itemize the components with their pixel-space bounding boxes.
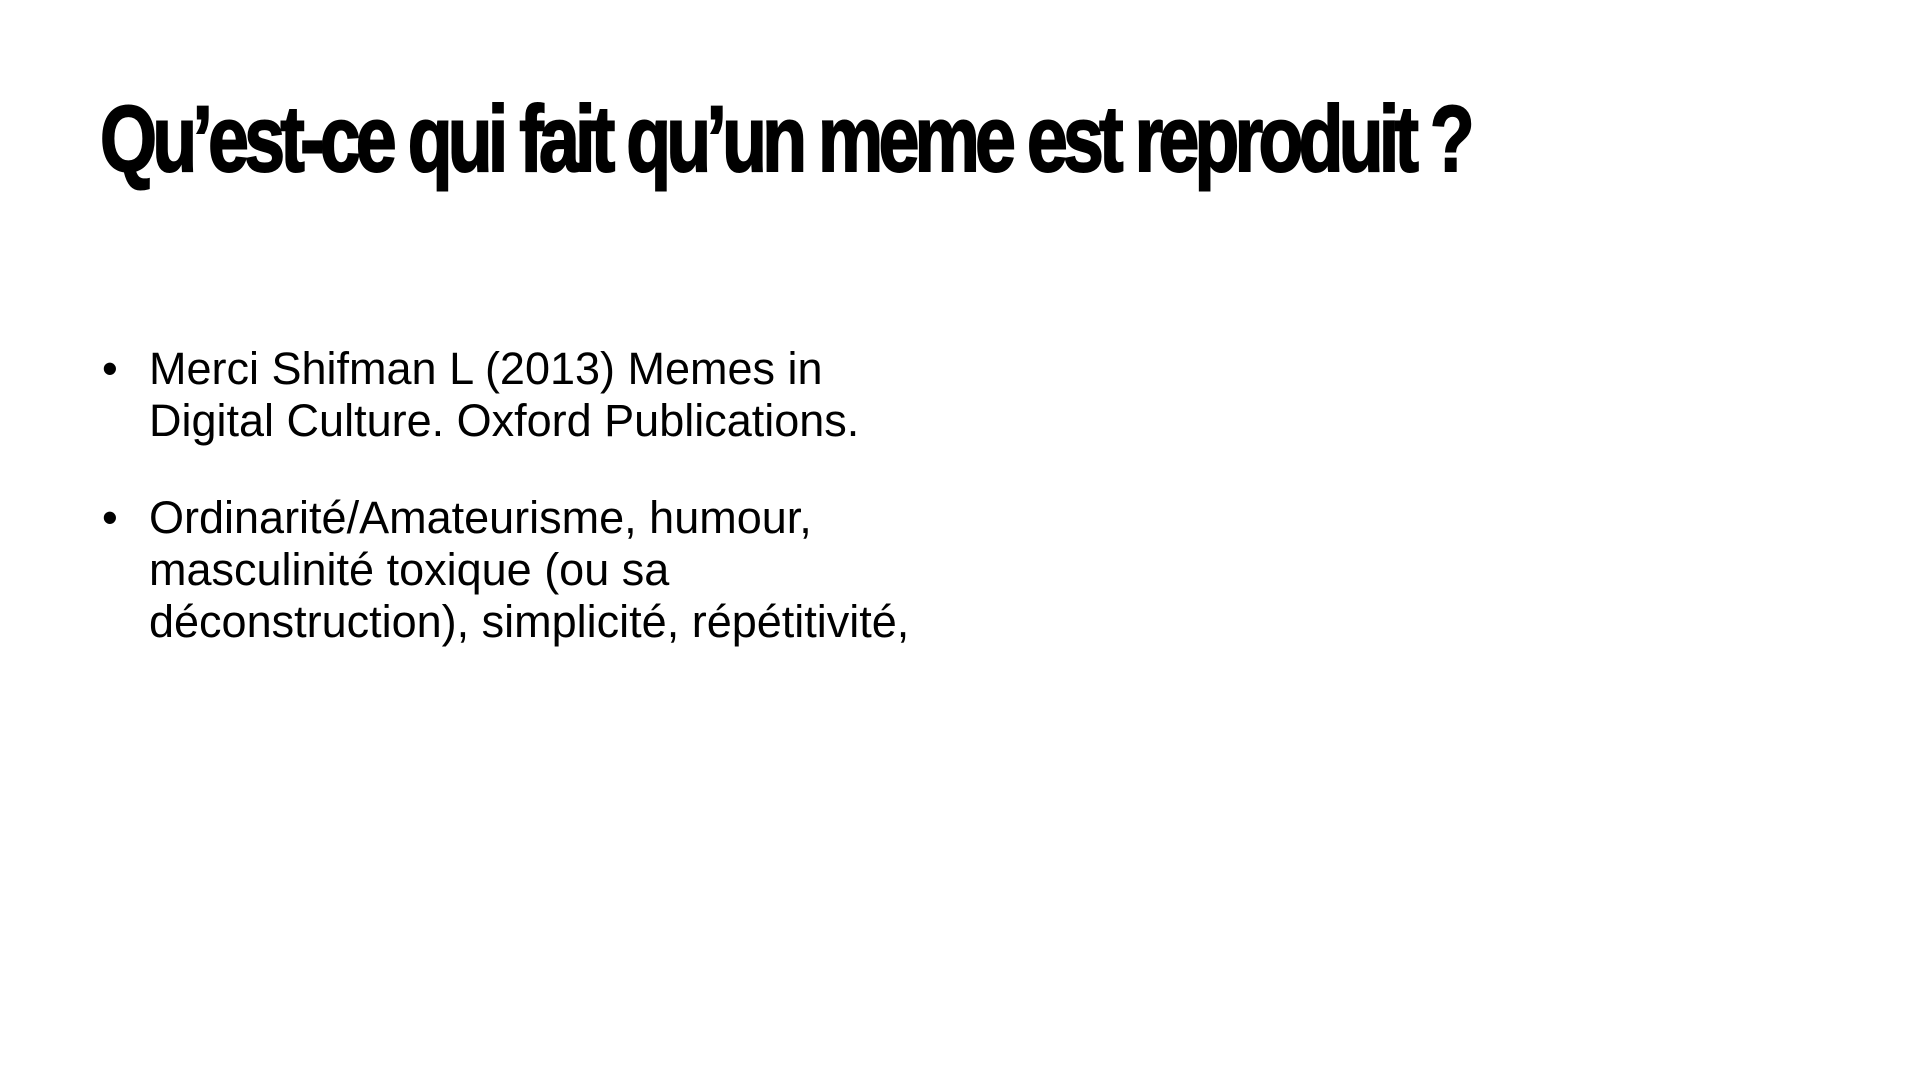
slide-title: Qu’est-ce qui fait qu’un meme est reproduit ? [100,86,1471,191]
bullet-text-characteristics: Ordinarité/Amateurisme, humour, masculinité toxique (ou sa déconstruction), simplicité, répétitivité, [149,492,910,647]
bullet-item-characteristics [100,492,960,648]
bullet-list [100,343,960,693]
bullet-text-reference: Merci Shifman L (2013) Memes in Digital Culture. Oxford Publications. [149,343,860,446]
bullet-marker: • [102,492,118,543]
bullet-item-reference [100,343,960,447]
bullet-marker: • [102,343,118,394]
